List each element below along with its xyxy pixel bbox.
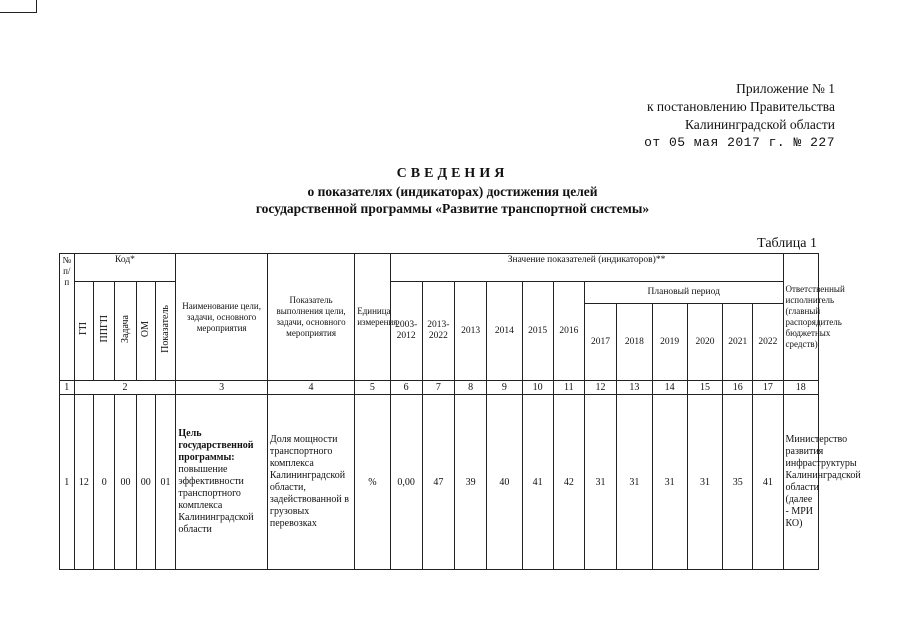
row-goal-label: Цель государственной программы:	[178, 428, 254, 463]
appendix-block	[644, 80, 835, 152]
header-code-gp: ГП	[78, 322, 90, 336]
row-value: 42	[553, 395, 584, 570]
table-label: Таблица 1	[757, 236, 817, 251]
header-code-indicator: Показатель	[160, 305, 171, 353]
appendix-line-3: Калининградской области	[684, 117, 835, 132]
header-code-task: Задача	[119, 314, 131, 344]
col-number: 5	[355, 381, 390, 395]
row-value: 31	[617, 395, 652, 570]
row-value: 41	[522, 395, 553, 570]
header-responsible: Ответственный исполнитель (главный распорядитель бюджетных средств)	[783, 254, 819, 381]
header-year: 2013	[455, 282, 487, 381]
header-year: 2021	[723, 304, 753, 381]
row-value: 31	[652, 395, 687, 570]
col-number: 17	[753, 381, 783, 395]
row-code-indicator: 01	[155, 395, 176, 570]
header-code-om: ОМ	[140, 320, 152, 338]
header-year: 2014	[487, 282, 522, 381]
header-year: 2020	[687, 304, 722, 381]
col-number: 2	[74, 381, 176, 395]
header-num: № п/п	[60, 254, 75, 381]
header-year: 2018	[617, 304, 652, 381]
col-number: 3	[176, 381, 267, 395]
col-number: 6	[390, 381, 422, 395]
table-row	[60, 395, 819, 570]
col-number: 13	[617, 381, 652, 395]
row-value: 31	[687, 395, 722, 570]
row-value: 47	[422, 395, 454, 570]
header-indicator: Показатель выполнения цели, задачи, основного мероприятия	[267, 254, 354, 381]
appendix-line-1: Приложение № 1	[736, 81, 835, 96]
row-goal	[176, 395, 267, 570]
col-number: 10	[522, 381, 553, 395]
col-number: 9	[487, 381, 522, 395]
header-year: 2013-2022	[422, 282, 454, 381]
col-number: 7	[422, 381, 454, 395]
col-number: 18	[783, 381, 819, 395]
col-number: 12	[584, 381, 616, 395]
row-value: 41	[753, 395, 783, 570]
row-goal-text: повышение эффективности транспортного комплекса Калининградской области	[178, 464, 254, 535]
row-responsible: Министерство развития инфраструктуры Калининградской области (далее - МРИ КО)	[783, 395, 819, 570]
col-number: 16	[723, 381, 753, 395]
row-value: 40	[487, 395, 522, 570]
document-subtitle-2: государственной программы «Развитие транспортной системы»	[255, 201, 650, 216]
header-code: Код*	[74, 254, 176, 282]
header-year: 2015	[522, 282, 553, 381]
row-value: 0,00	[390, 395, 422, 570]
document-subtitle-1: о показателях (индикаторах) достижения целей	[307, 184, 598, 199]
header-planned-period: Плановый период	[584, 282, 783, 304]
header-name: Наименование цели, задачи, основного мероприятия	[176, 254, 267, 381]
header-year: 2019	[652, 304, 687, 381]
row-value: 31	[584, 395, 616, 570]
document-heading: СВЕДЕНИЯ	[396, 166, 509, 181]
row-value: 39	[455, 395, 487, 570]
col-number: 15	[687, 381, 722, 395]
row-value: 35	[723, 395, 753, 570]
header-year: 2003-2012	[390, 282, 422, 381]
scan-edge-mark	[0, 0, 37, 13]
row-num: 1	[60, 395, 75, 570]
row-unit: %	[355, 395, 390, 570]
col-number: 1	[60, 381, 75, 395]
header-year: 2022	[753, 304, 783, 381]
header-unit: Единица измерения	[355, 254, 390, 381]
col-number: 11	[553, 381, 584, 395]
appendix-line-2: к постановлению Правительства	[646, 99, 835, 114]
row-code-ppgp: 0	[94, 395, 115, 570]
col-number: 4	[267, 381, 354, 395]
header-year: 2016	[553, 282, 584, 381]
row-code-task: 00	[115, 395, 137, 570]
header-code-ppgp: ППГП	[98, 315, 110, 343]
col-number: 14	[652, 381, 687, 395]
header-year: 2017	[584, 304, 616, 381]
row-indicator: Доля мощности транспортного комплекса Калининградской области, задействованной в грузовых перевозках	[267, 395, 354, 570]
col-number: 8	[455, 381, 487, 395]
appendix-line-4: от 05 мая 2017 г. № 227	[644, 135, 835, 150]
header-values: Значение показателей (индикаторов)**	[390, 254, 783, 282]
row-code-om: 00	[136, 395, 155, 570]
indicators-table	[59, 253, 861, 570]
row-code-gp: 12	[74, 395, 94, 570]
